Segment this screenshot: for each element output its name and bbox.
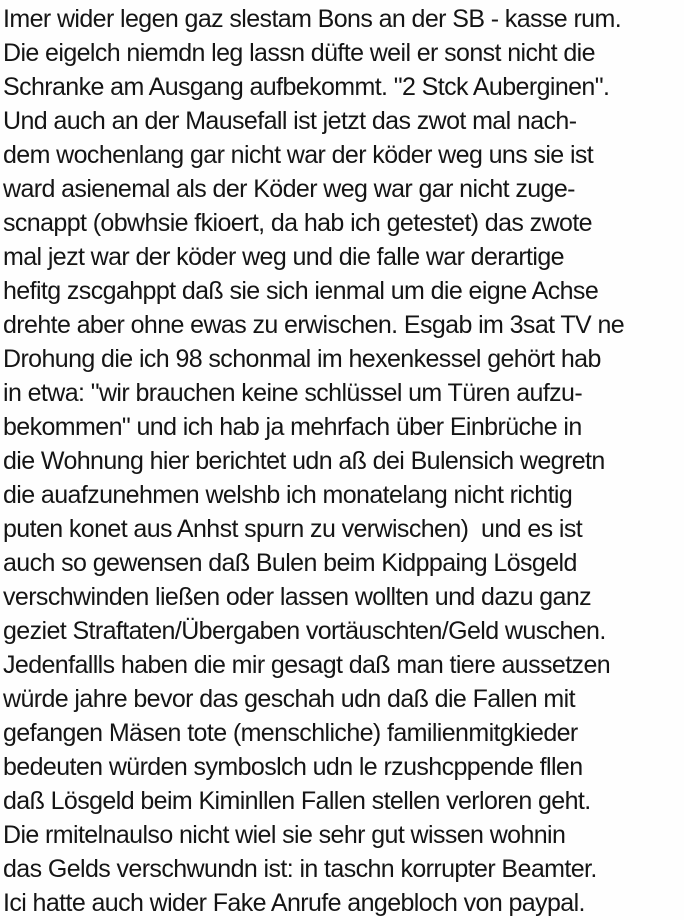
text-line: Ici hatte auch wider Fake Anrufe angebloch von paypal. (3, 889, 585, 917)
text-line: daß Lösgeld beim Kiminllen Fallen stellen verloren geht. (3, 787, 591, 815)
text-line: Imer wider legen gaz slestam Bons an der SB - kasse rum. (3, 5, 622, 33)
text-line: auch so gewensen daß Bulen beim Kidppaing Lösgeld (3, 549, 577, 577)
text-line: Und auch an der Mausefall ist jetzt das zwot mal nach- (3, 107, 577, 135)
text-line: das Gelds verschwundn ist: in taschn korrupter Beamter. (3, 855, 597, 883)
text-line: die auafzunehmen welshb ich monatelang nicht richtig (3, 481, 573, 509)
text-line: Drohung die ich 98 schonmal im hexenkessel gehört hab (3, 345, 601, 373)
text-line: gefangen Mäsen tote (menschliche) familienmitgkieder (3, 719, 578, 747)
text-line: würde jahre bevor das geschah udn daß die Fallen mit (3, 685, 575, 713)
text-line: puten konet aus Anhst spurn zu verwischen) und es ist (3, 515, 583, 543)
text-line: dem wochenlang gar nicht war der köder weg uns sie ist (3, 141, 594, 169)
text-line: drehte aber ohne ewas zu erwischen. Esgab im 3sat TV ne (3, 311, 625, 339)
text-line: geziet Straftaten/Übergaben vortäuschten/Geld wuschen. (3, 617, 606, 645)
text-line: Die rmitelnaulso nicht wiel sie sehr gut wissen wohnin (3, 821, 566, 849)
text-line: Schranke am Ausgang aufbekommt. "2 Stck Auberginen". (3, 73, 610, 101)
text-line: bekommen" und ich hab ja mehrfach über Einbrüche in (3, 413, 582, 441)
text-line: ward asienemal als der Köder weg war gar nicht zuge- (3, 175, 575, 203)
text-line: in etwa: "wir brauchen keine schlüssel um Türen aufzu- (3, 379, 583, 407)
text-line: Jedenfallls haben die mir gesagt daß man tiere aussetzen (3, 651, 611, 679)
text-line: Die eigelch niemdn leg lassn düfte weil er sonst nicht die (3, 39, 595, 67)
text-line: die Wohnung hier berichtet udn aß dei Bulensich wegretn (3, 447, 605, 475)
text-line: bedeuten würden symboslch udn le rzushcppende fllen (3, 753, 583, 781)
text-line: hefitg zscgahppt daß sie sich ienmal um die eigne Achse (3, 277, 599, 305)
text-line: verschwinden ließen oder lassen wollten und dazu ganz (3, 583, 592, 611)
text-line: mal jezt war der köder weg und die falle war derartige (3, 243, 564, 271)
text-line: scnappt (obwhsie fkioert, da hab ich getestet) das zwote (3, 209, 592, 237)
